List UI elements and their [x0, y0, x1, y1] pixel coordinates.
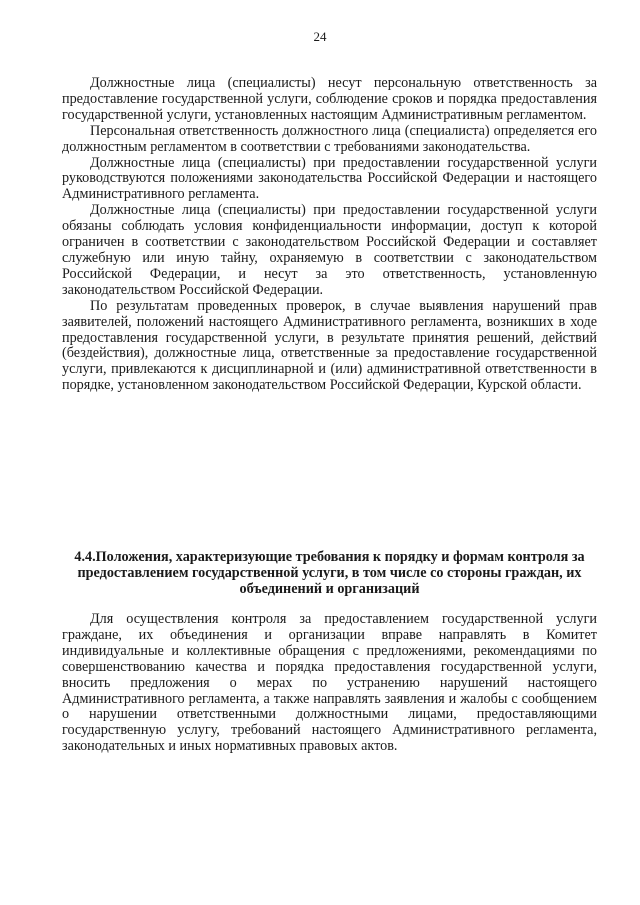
section-heading: 4.4.Положения, характеризующие требования к порядку и формам контроля за предоставлением государственной услуги, в том числе со стороны граждан, их объединений и организаций — [74, 549, 585, 597]
paragraph-citizen-control: Для осуществления контроля за предоставлением государственной услуги граждане, их объединения и организации вправе направлять в Комитет индивидуальные и коллективные обращения с предложениями, рекомендациями по совершенствованию качества и порядка предоставления государственной услуги, вносить предложения о мерах по устранению нарушений настоящего Административного регламента, а также направлять заявления и жалобы с сообщением о нарушении ответственными должностными лицами, предоставляющими государственную услугу, требований настоящего Административного регламента, законодательных и иных нормативных правовых актов. — [62, 611, 597, 755]
paragraph-legislation-guidance: Должностные лица (специалисты) при предоставлении государственной услуги руководствуются положениями законодательства Российской Федерации и настоящего Административного регламента. — [62, 154, 597, 203]
body-text-top — [62, 76, 597, 394]
paragraph-responsibility-definition: Персональная ответственность должностного лица (специалиста) определяется его должностным регламентом в соответствии с требованиями законодательства. — [62, 122, 597, 155]
page-number: 24 — [313, 29, 327, 44]
body-text-bottom — [62, 612, 597, 755]
paragraph-confidentiality: Должностные лица (специалисты) при предоставлении государственной услуги обязаны соблюдать условия конфиденциальности информации, доступ к которой ограничен в соответствии с законодательством Российской Федерации и составляет служебную или иную тайну, охраняемую в соответствии с законодательством Российской Федерации, и несут за это ответственность, установленную законодательством Российской Федерации. — [62, 202, 597, 298]
paragraph-personal-responsibility: Должностные лица (специалисты) несут персональную ответственность за предоставление государственной услуги, соблюдение сроков и порядка предоставления государственной услуги, установленных настоящим Административным регламентом. — [62, 75, 597, 123]
paragraph-inspection-results: По результатам проведенных проверок, в случае выявления нарушений прав заявителей, положений настоящего Административного регламента, возникших в ходе предоставления государственной услуги, в результате принятия решений, действий (бездействия), должностные лица, ответственные за предоставление государственной услуги, привлекаются к дисциплинарной и (или) административной ответственности в порядке, установленном законодательством Российской Федерации, Курской области. — [62, 297, 597, 394]
